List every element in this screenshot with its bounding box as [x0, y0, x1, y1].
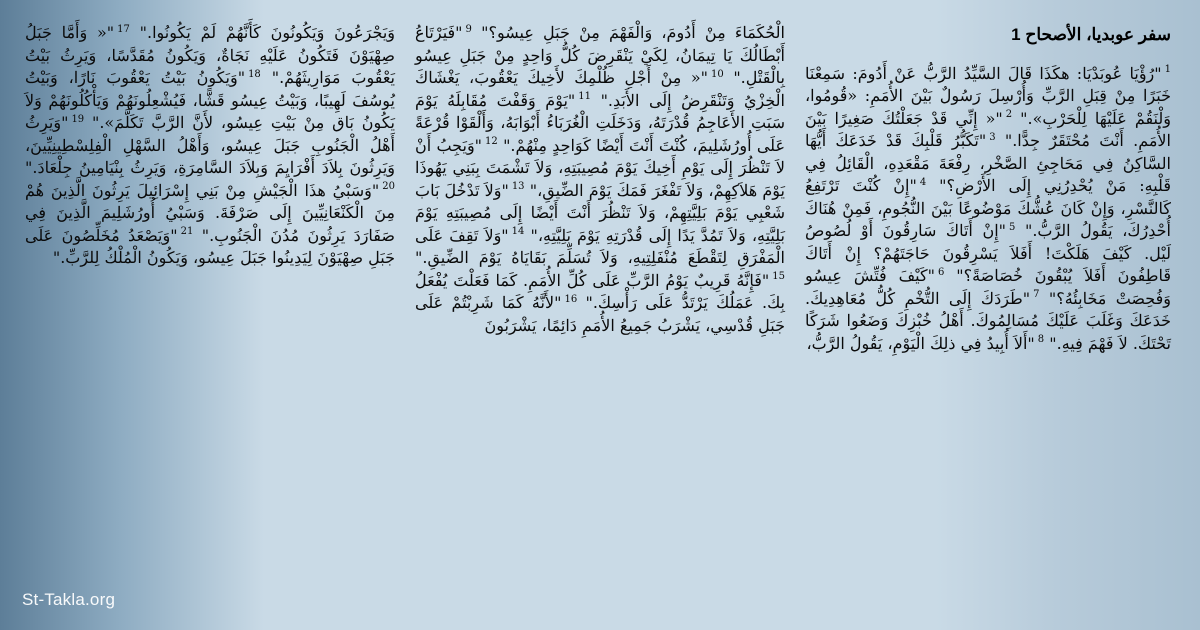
verse	[140, 23, 395, 42]
verse-text: "وَسَبْيُ هذَا الْجَيْشِ مِنْ بَنِي إِسْرَائِيلَ يَرِثُونَ الَّذِينَ هُمْ مِنَ الْكَنْعَانِيِّينَ إِلَى صَرْفَةَ. وَسَبْيُ أُورُشَلِيمَ الَّذِينَ فِي صَفَارَدَ يَرِثُونَ مُدُنَ الْجَنُوبِ."	[25, 180, 395, 245]
verse-number: 7	[1033, 289, 1040, 301]
verse-text: "إِنْ أَتَاكَ سَارِقُونَ أَوْ لُصُوصُ لَيْل. كَيْفَ هَلَكْتَ! أَفَلاَ يَسْرِقُونَ حَاجَتَهُمْ؟ إِنْ أَتَاكَ قَاطِفُونَ أَفَلاَ يُبْقُونَ خُصَاصَةً؟"	[805, 221, 1172, 285]
verse-number: 9	[465, 23, 472, 35]
verse-text: "وَيَصْعَدُ مُخَلِّصُونَ عَلَى جَبَلِ صِهْيَوْنَ لِيَدِينُوا جَبَلَ عِيسُو، وَيَكُونُ الْمُلْكُ لِلرَّبِّ."	[25, 225, 395, 267]
verse-text: "« وَأَمَّا جَبَلُ صِهْيَوْنَ فَتَكُونُ عَلَيْهِ نَجَاةٌ، وَيَكُونُ مُقَدَّسًا، وَيَرِثُ بَيْتُ يَعْقُوبَ مَوَارِيثَهُمْ."	[25, 23, 396, 87]
verse-text: "« مِنْ أَجْلِ ظُلْمِكَ لأَخِيكَ يَعْقُوبَ، يَغْشَاكَ الْخِزْيُ وَتَنْقَرِضُ إِلَى الأَبَدِ."	[415, 68, 785, 110]
text-column-middle	[405, 0, 795, 630]
verse-number: 2	[1005, 109, 1013, 121]
verse-number: 20	[382, 181, 395, 193]
verse-number: 17	[117, 23, 130, 35]
chapter-title: سفر عوبديا، الأصحاح 1	[1011, 25, 1171, 44]
verse-number: 15	[772, 271, 785, 283]
verse-text: "وَلاَ تَقِفَ عَلَى الْمَفْرَقِ لِتَقْطَعَ مُنْفَلِتِيهِ، وَلاَ تُسَلِّمَ بَقَايَاهُ يَوْمَ الضِّيقِ."	[415, 225, 785, 267]
verse	[481, 23, 785, 42]
verse-number: 3	[989, 131, 996, 143]
verse	[806, 334, 1044, 353]
verse-number: 13	[511, 181, 525, 193]
verse-number: 10	[711, 68, 724, 80]
verse-text: "وَيَرِثُ أَهْلُ الْجَنُوبِ جَبَلَ عِيسُو، وَأَهْلُ السَّهْلِ الْفِلِسْطِينِيِّينَ، وَيَرِثُونَ بِلاَدَ أَفْرَايِمَ وَبِلاَدَ السَّامِرَةِ، وَيَرِثُ بِنْيَامِينُ جِلْعَادَ."	[25, 113, 395, 177]
verse-number: 14	[511, 226, 525, 238]
verse-number: 12	[485, 136, 498, 148]
verse-text: "فَيَرْتَاعُ أَبْطَالُكَ يَا تِيمَانُ، لِكَيْ يَنْقَرِضَ كُلُّ وَاحِدٍ مِنْ جَبَلِ عِيسُو بِالْقَتْلِ."	[415, 23, 785, 87]
verse-number: 18	[248, 68, 261, 80]
verse-number: 8	[1037, 334, 1045, 346]
verse-text: "كَيْفَ فُتِّشَ عِيسُو وَفُحِصَتْ مَخَابِئُهُ؟"	[805, 266, 1171, 308]
verse-text: "طَرَدَكَ إِلَى التُّخْمِ كُلُّ مُعَاهِدِيكَ. خَدَعَكَ وَغَلَبَ عَلَيْكَ مُسَالِمُوكَ. أَهْلُ خُبْزِكَ وَضَعُوا شَرَكًا تَحْتَكَ. لاَ فَهْمَ فِيهِ."	[805, 288, 1171, 353]
verse-text: "« إِنِّي قَدْ جَعَلْتُكَ صَغِيرًا بَيْنَ الأُمَمِ. أَنْتَ مُحْتَقَرٌ جِدًّا."	[805, 108, 1171, 150]
verse-number: 4	[919, 176, 927, 188]
verse-text: "وَيَكُونُ بَيْتُ يَعْقُوبَ نَارًا، وَبَيْتُ يُوسُفَ لَهِيبًا، وَبَيْتُ عِيسُو قَشًّا، فَيُشْعِلُونَهُمْ وَيَأْكُلُونَهُمْ وَلاَ يَكُونُ بَاق مِنْ بَيْتِ عِيسُو، لأَنَّ الرَّبَّ تَكَلَّمَ»."	[25, 68, 395, 132]
verse-text: "تَكَبُّرُ قَلْبِكَ قَدْ خَدَعَكَ أَيُّهَا السَّاكِنُ فِي مَحَاجِئِ الصَّخْرِ، رِفْعَةَ مَقْعَدِهِ، الْقَائِلُ فِي قَلْبِهِ: مَنْ يُحْدِرُنِي إِلَى الأَرْضِ؟"	[805, 131, 1171, 195]
verse-number: 6	[937, 266, 945, 278]
verse-text: "أَلاَ أُبِيدُ فِي ذلِكَ الْيَوْمِ، يَقُولُ الرَّبُّ،	[806, 333, 1035, 353]
verse-text: "وَيَجِبُ أَنْ لاَ تَنْظُرَ إِلَى يَوْمِ أَخِيكَ يَوْمَ مُصِيبَتِهِ، وَلاَ تَشْمَتَ بِبَنِي يَهُوذَا يَوْمَ هَلاَكِهِمْ، وَلاَ تَفْغَرَ فَمَكَ يَوْمَ الضِّيقِ،"	[415, 135, 785, 200]
verse-number: 1	[1164, 64, 1171, 76]
column-body	[805, 63, 1171, 356]
verse-text: "وَلاَ تَدْخُلَ بَابَ شَعْبِي يَوْمَ بَلِيَّتِهِمْ، وَلاَ تَنْظُرَ أَنْتَ أَيْضًا إِلَى مُصِيبَتِهِ يَوْمَ بَلِيَّتِهِ، وَلاَ تَمُدَّ يَدًا إِلَى قُدْرَتِهِ يَوْمَ بَلِيَّتِهِ،"	[415, 180, 785, 245]
verse-number: 21	[180, 226, 194, 238]
verse-number: 11	[578, 91, 592, 103]
verse-text: "رُؤْيَا عُوبَدْيَا: هكَذَا قَالَ السَّيِّدُ الرَّبُّ عَنْ أَدُومَ: سَمِعْنَا خَبَرًا مِنْ قِبَلِ الرَّبِّ وَأُرْسِلَ رَسُولٌ بَيْنَ الأُمَمِ: «قُومُوا، وَلْنَقُمْ عَلَيْهَا لِلْحَرْبِ»."	[805, 63, 1171, 128]
verse-text: "لأَنَّهُ كَمَا شَرِبْتُمْ عَلَى جَبَلِ قُدْسِي، يَشْرَبُ جَمِيعُ الأُمَمِ دَائِمًا، يَشْرَبُونَ	[415, 293, 785, 335]
verse-text: وَيَجْرَعُونَ وَيَكُونُونَ كَأَنَّهُمْ لَمْ يَكُونُوا."	[139, 23, 395, 42]
verse-text: الْحُكَمَاءَ مِنْ أَدُومَ، وَالْفَهْمَ مِنْ جَبَلِ عِيسُو؟"	[481, 23, 785, 42]
verse-text: "إِنْ كُنْتَ تَرْتَفِعُ كَالنَّسْرِ، وَإِنْ كَانَ عُشُّكَ مَوْضُوعًا بَيْنَ النُّجُومِ، فَمِنْ هُنَاكَ أُحْدِرُكَ، يَقُولُ الرَّبُّ."	[805, 176, 1171, 240]
verse-text: "فَإِنَّهُ قَرِيبٌ يَوْمُ الرَّبِّ عَلَى كُلِّ الأُمَمِ. كَمَا فَعَلْتَ يُفْعَلُ بِكَ. عَمَلُكَ يَرْتَدُّ عَلَى رَأْسِكَ."	[415, 270, 786, 312]
text-column-right	[795, 0, 1185, 630]
text-column-left	[15, 0, 405, 630]
verse-number: 19	[71, 113, 85, 125]
column-body	[25, 22, 395, 270]
verse-number: 5	[1009, 221, 1016, 233]
verse-number: 16	[564, 293, 578, 305]
column-body	[415, 22, 785, 337]
verse-text: "يَوْمَ وَقَفْتَ مُقَابِلَهُ يَوْمَ سَبَتِ الأَعَاجِمُ قُدْرَتَهُ، وَدَخَلَتِ الْغُرَبَاءُ أَبْوَابَهُ، وَأَلْقَوْا قُرْعَةً عَلَى أُورُشَلِيمَ، كُنْتَ أَنْتَ أَيْضًا كَوَاحِدٍ مِنْهُمْ."	[415, 90, 785, 155]
watermark: St-Takla.org	[22, 590, 116, 609]
